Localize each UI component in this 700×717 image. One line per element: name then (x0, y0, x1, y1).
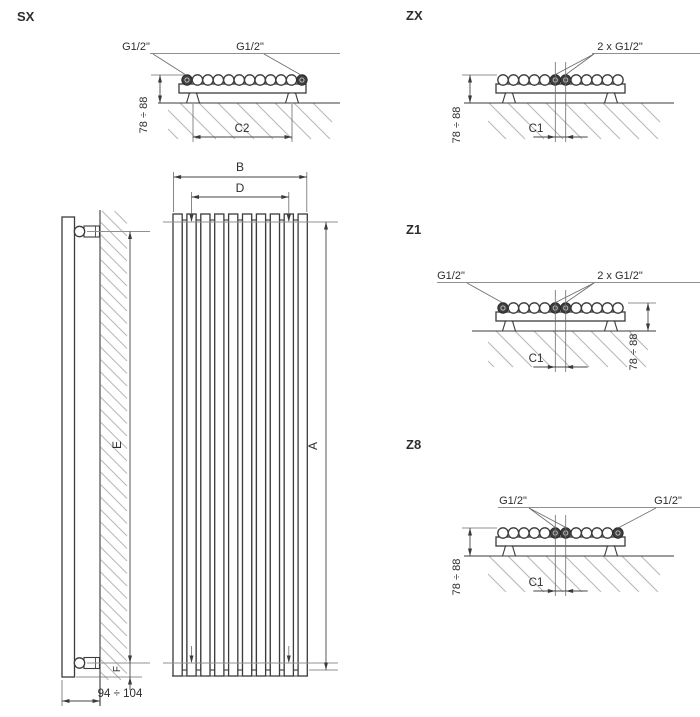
z8-connection-right-label: G1/2" (654, 495, 682, 507)
z1-wall-distance-label: 78 ÷ 88 (628, 333, 640, 371)
sx-connection-right-label: G1/2" (236, 41, 264, 53)
front-inner-width-label: D (235, 181, 245, 195)
z8-connection-diagram (462, 508, 700, 597)
front-height-label: A (306, 441, 320, 451)
zx-spacing-label: C1 (528, 123, 544, 135)
section-label-sx: SX (17, 9, 35, 24)
side-depth-label: 94 ÷ 104 (97, 688, 143, 700)
zx-wall-distance-label: 78 ÷ 88 (451, 106, 463, 144)
sx-connection-left-label: G1/2" (122, 41, 150, 53)
side-offset-label: F (112, 665, 123, 673)
zx-connection-center-label: 2 x G1/2" (597, 41, 643, 53)
sx-spacing-label: C2 (234, 123, 250, 135)
z1-connection-left-label: G1/2" (437, 270, 465, 282)
zx-connection-diagram (462, 54, 700, 143)
sx-wall-distance-label: 78 ÷ 88 (138, 96, 150, 134)
z1-connection-center-label: 2 x G1/2" (597, 270, 643, 282)
front-view (163, 172, 338, 676)
z1-spacing-label: C1 (528, 353, 544, 365)
z8-wall-distance-label: 78 ÷ 88 (451, 558, 463, 596)
side-height-label: E (110, 440, 124, 450)
section-label-zx: ZX (406, 8, 423, 23)
front-width-label: B (235, 160, 245, 174)
section-label-z8: Z8 (406, 437, 422, 452)
z8-spacing-label: C1 (528, 577, 544, 589)
z8-connection-center-label: G1/2" (499, 495, 527, 507)
section-label-z1: Z1 (406, 222, 422, 237)
z1-connection-diagram (437, 283, 700, 373)
side-view (62, 210, 150, 706)
